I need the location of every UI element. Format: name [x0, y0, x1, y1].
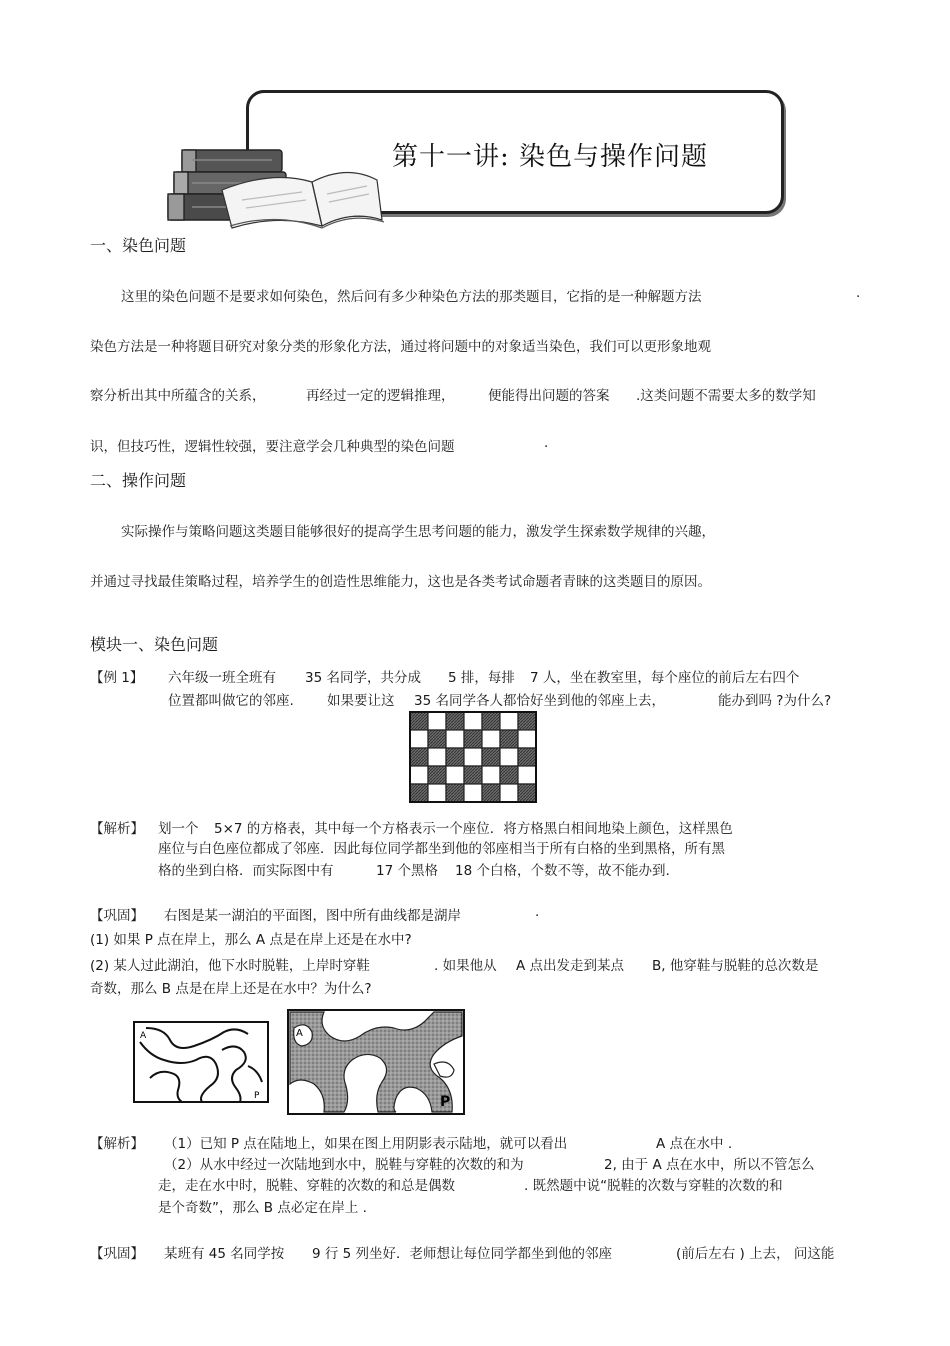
grid-cell-black	[482, 748, 500, 766]
paragraph-line: 便能得出问题的答案	[488, 388, 610, 404]
example-text: 35 名同学各人都恰好坐到他的邻座上去，	[414, 693, 665, 709]
grid-cell-black	[500, 730, 518, 748]
solution-text: A 点在水中 .	[656, 1136, 733, 1152]
paragraph-line: .这类问题不需要太多的数学知	[636, 388, 816, 404]
solution-text: 5×7 的方格表，其中每一个方格表示一个座位．将方格黑白相间地染上颜色，这样黑色	[214, 821, 733, 837]
consolidate-text: (2) 某人过此湖泊，他下水时脱鞋，上岸时穿鞋	[90, 958, 370, 974]
checkerboard-figure	[406, 708, 542, 806]
solution-text: 2, 由于 A 点在水中，所以不管怎么	[604, 1157, 815, 1173]
example-text: 如果要让这	[327, 693, 395, 709]
grid-cell-black	[446, 712, 464, 730]
books-icon	[162, 140, 387, 232]
consolidate-text: .	[535, 904, 540, 920]
solution-text: 是个奇数”，那么 B 点必定在岸上 .	[158, 1200, 367, 1216]
section-heading-operation: 二、操作问题	[90, 471, 187, 490]
grid-cell-white	[410, 730, 428, 748]
grid-cell-white	[446, 766, 464, 784]
lake-label-a: A	[140, 1031, 147, 1041]
grid-cell-black	[482, 784, 500, 802]
example-text: 35 名同学，共分成	[305, 670, 421, 686]
grid-cell-white	[428, 784, 446, 802]
paragraph-line: 识，但技巧性，逻辑性较强，要注意学会几种典型的染色问题	[90, 439, 455, 455]
lake-map-outline	[124, 1012, 274, 1120]
grid-cell-white	[500, 712, 518, 730]
grid-cell-white	[428, 748, 446, 766]
solution-text: 17 个黑格	[376, 863, 438, 879]
grid-cell-black	[410, 748, 428, 766]
grid-cell-black	[410, 784, 428, 802]
consolidate-text: (前后左右 ) 上去， 问这能	[676, 1246, 835, 1262]
example-text: 位置都叫做它的邻座.	[168, 693, 294, 709]
consolidate-tag: 【巩固】	[90, 908, 144, 924]
grid-cell-white	[410, 766, 428, 784]
grid-cell-white	[464, 748, 482, 766]
consolidate-tag: 【巩固】	[90, 1246, 144, 1262]
grid-cell-white	[482, 766, 500, 784]
grid-cell-white	[518, 766, 536, 784]
consolidate-text: . 如果他从	[434, 958, 497, 974]
grid-cell-black	[446, 748, 464, 766]
paragraph-line: 再经过一定的逻辑推理，	[306, 388, 455, 404]
lake-label-a: A	[296, 1028, 303, 1039]
consolidate-text: 奇数，那么 B 点是在岸上还是在水中？为什么?	[90, 981, 372, 997]
example-text: 7 人，坐在教室里，每个座位的前后左右四个	[530, 670, 800, 686]
grid-cell-black	[428, 730, 446, 748]
module-heading: 模块一、染色问题	[90, 635, 219, 654]
consolidate-text: 某班有 45 名同学按	[164, 1246, 285, 1262]
grid-cell-black	[518, 712, 536, 730]
grid-cell-black	[464, 766, 482, 784]
grid-cell-black	[518, 748, 536, 766]
paragraph-line: 染色方法是一种将题目研究对象分类的形象化方法，通过将问题中的对象适当染色，我们可以更形象地观	[90, 339, 711, 355]
grid-cell-white	[446, 730, 464, 748]
grid-cell-black	[482, 712, 500, 730]
solution-text: 座位与白色座位都成了邻座．因此每位同学都坐到他的邻座相当于所有白格的坐到黑格，所有黑	[158, 841, 725, 857]
lake-map-shaded	[284, 1006, 470, 1120]
grid-cell-black	[500, 766, 518, 784]
consolidate-text: (1) 如果 P 点在岸上，那么 A 点是在岸上还是在水中?	[90, 932, 412, 948]
paragraph-line: 实际操作与策略问题这类题目能够很好的提高学生思考问题的能力，激发学生探索数学规律的兴趣，	[121, 524, 715, 540]
grid-cell-white	[500, 748, 518, 766]
grid-cell-white	[482, 730, 500, 748]
grid-cell-black	[464, 730, 482, 748]
solution-text: （1）已知 P 点在陆地上，如果在图上用阴影表示陆地，就可以看出	[164, 1136, 568, 1152]
grid-cell-black	[410, 712, 428, 730]
grid-cell-black	[446, 784, 464, 802]
lake-label-p: P	[254, 1091, 260, 1101]
lake-label-p: P	[440, 1094, 451, 1110]
grid-cell-white	[464, 712, 482, 730]
consolidate-text: 9 行 5 列坐好．老师想让每位同学都坐到他的邻座	[312, 1246, 613, 1262]
grid-cell-white	[464, 784, 482, 802]
paragraph-line: 并通过寻找最佳策略过程，培养学生的创造性思维能力，这也是各类考试命题者青睐的这类题目的原因。	[90, 574, 711, 590]
example-text: 5 排，每排	[448, 670, 515, 686]
solution-tag: 【解析】	[90, 821, 144, 837]
paragraph-line: 察分析出其中所蕴含的关系，	[90, 388, 266, 404]
solution-tag: 【解析】	[90, 1136, 144, 1152]
consolidate-text: 右图是某一湖泊的平面图，图中所有曲线都是湖岸	[164, 908, 461, 924]
grid-cell-white	[518, 730, 536, 748]
solution-text: 走，走在水中时，脱鞋、穿鞋的次数的和总是偶数	[158, 1178, 455, 1194]
example-text: 六年级一班全班有	[168, 670, 276, 686]
section-heading-coloring: 一、染色问题	[90, 236, 187, 255]
grid-cell-black	[518, 784, 536, 802]
example-text: 能办到吗 ?为什么?	[718, 693, 832, 709]
consolidate-text: B, 他穿鞋与脱鞋的总次数是	[652, 958, 819, 974]
paragraph-line: 这里的染色问题不是要求如何染色，然后问有多少种染色方法的那类题目，它指的是一种解题方法	[121, 289, 702, 305]
solution-text: 划一个	[158, 821, 199, 837]
grid-cell-white	[428, 712, 446, 730]
solution-text: . 既然题中说“脱鞋的次数与穿鞋的次数的和	[524, 1178, 783, 1194]
paragraph-line: .	[544, 435, 549, 451]
solution-text: 格的坐到白格．而实际图中有	[158, 863, 334, 879]
consolidate-text: A 点出发走到某点	[516, 958, 625, 974]
grid-cell-black	[428, 766, 446, 784]
solution-text: 18 个白格，个数不等，故不能办到.	[455, 863, 670, 879]
paragraph-line: .	[856, 285, 861, 301]
grid-cell-white	[500, 784, 518, 802]
solution-text: （2）从水中经过一次陆地到水中，脱鞋与穿鞋的次数的和为	[164, 1157, 524, 1173]
example-tag: 【例 1】	[90, 670, 144, 686]
page-title: 第十一讲: 染色与操作问题	[392, 142, 709, 172]
